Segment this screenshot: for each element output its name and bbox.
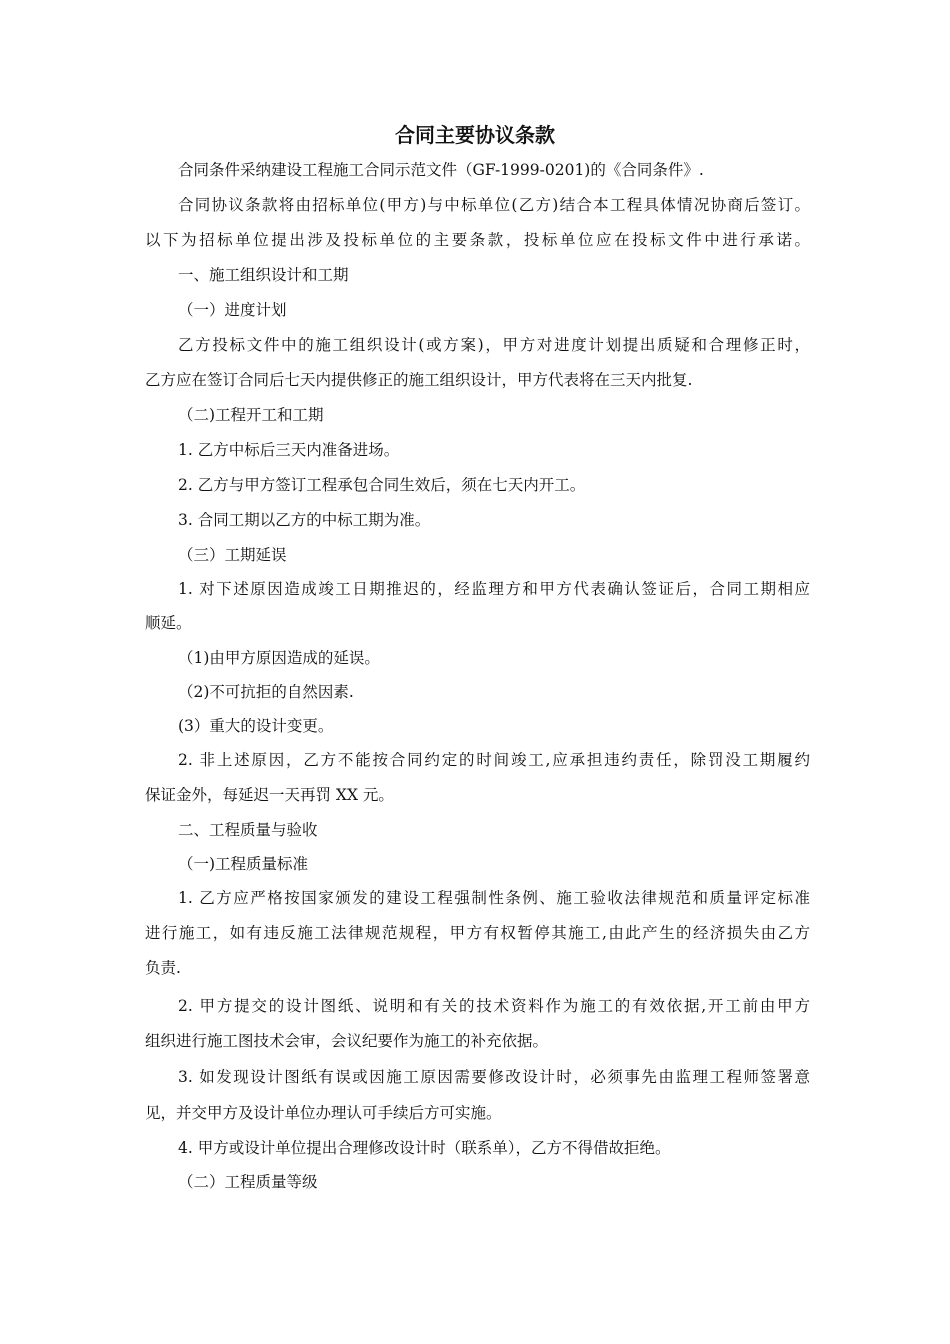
paragraph-line: 合同条件采纳建设工程施工合同示范文件（GF-1999-0201)的《合同条件》. xyxy=(178,161,704,179)
list-item: 3. 合同工期以乙方的中标工期为准。 xyxy=(178,511,431,529)
list-item: 2. 非上述原因，乙方不能按合同约定的时间竣工,应承担违约责任，除罚没工期履约 xyxy=(178,751,810,769)
paragraph-line: 组织进行施工图技术会审，会议纪要作为施工的补充依据。 xyxy=(145,1032,549,1050)
paragraph-line: 以下为招标单位提出涉及投标单位的主要条款，投标单位应在投标文件中进行承诺。 xyxy=(145,231,810,249)
list-item: (3）重大的设计变更。 xyxy=(178,717,334,735)
list-item: 1. 乙方中标后三天内准备进场。 xyxy=(178,441,400,459)
list-item: 2. 乙方与甲方签订工程承包合同生效后，须在七天内开工。 xyxy=(178,476,586,494)
paragraph-line: 乙方应在签订合同后七天内提供修正的施工组织设计，甲方代表将在三天内批复. xyxy=(145,371,693,389)
subsection-heading: （三）工期延误 xyxy=(178,546,287,564)
subsection-heading: （二)工程开工和工期 xyxy=(178,406,324,424)
paragraph-line: 保证金外，每延迟一天再罚 XX 元。 xyxy=(145,786,394,804)
list-item: （1)由甲方原因造成的延误。 xyxy=(178,649,380,667)
paragraph-line: 合同协议条款将由招标单位(甲方)与中标单位(乙方)结合本工程具体情况协商后签订。 xyxy=(178,196,810,214)
paragraph-line: 顺延。 xyxy=(145,614,192,632)
paragraph-line: 乙方投标文件中的施工组织设计(或方案)，甲方对进度计划提出质疑和合理修正时， xyxy=(178,336,810,354)
document-title: 合同主要协议条款 xyxy=(395,123,555,147)
list-item: 1. 乙方应严格按国家颁发的建设工程强制性条例、施工验收法律规范和质量评定标准 xyxy=(178,889,810,907)
list-item: 4. 甲方或设计单位提出合理修改设计时（联系单），乙方不得借故拒绝。 xyxy=(178,1139,671,1157)
list-item: （2)不可抗拒的自然因素. xyxy=(178,683,354,701)
section-heading: 二、工程质量与验收 xyxy=(178,821,318,839)
subsection-heading: （二）工程质量等级 xyxy=(178,1173,318,1191)
section-heading: 一、施工组织设计和工期 xyxy=(178,266,349,284)
paragraph-line: 进行施工，如有违反施工法律规范规程，甲方有权暂停其施工,由此产生的经济损失由乙方 xyxy=(145,924,810,942)
subsection-heading: （一）进度计划 xyxy=(178,301,287,319)
list-item: 3. 如发现设计图纸有误或因施工原因需要修改设计时，必须事先由监理工程师签署意 xyxy=(178,1068,810,1086)
subsection-heading: （一)工程质量标准 xyxy=(178,855,309,873)
list-item: 1. 对下述原因造成竣工日期推迟的，经监理方和甲方代表确认签证后，合同工期相应 xyxy=(178,580,810,598)
paragraph-line: 负责. xyxy=(145,959,181,977)
paragraph-line: 见，并交甲方及设计单位办理认可手续后方可实施。 xyxy=(145,1104,502,1122)
list-item: 2. 甲方提交的设计图纸、说明和有关的技术资料作为施工的有效依据,开工前由甲方 xyxy=(178,997,810,1015)
